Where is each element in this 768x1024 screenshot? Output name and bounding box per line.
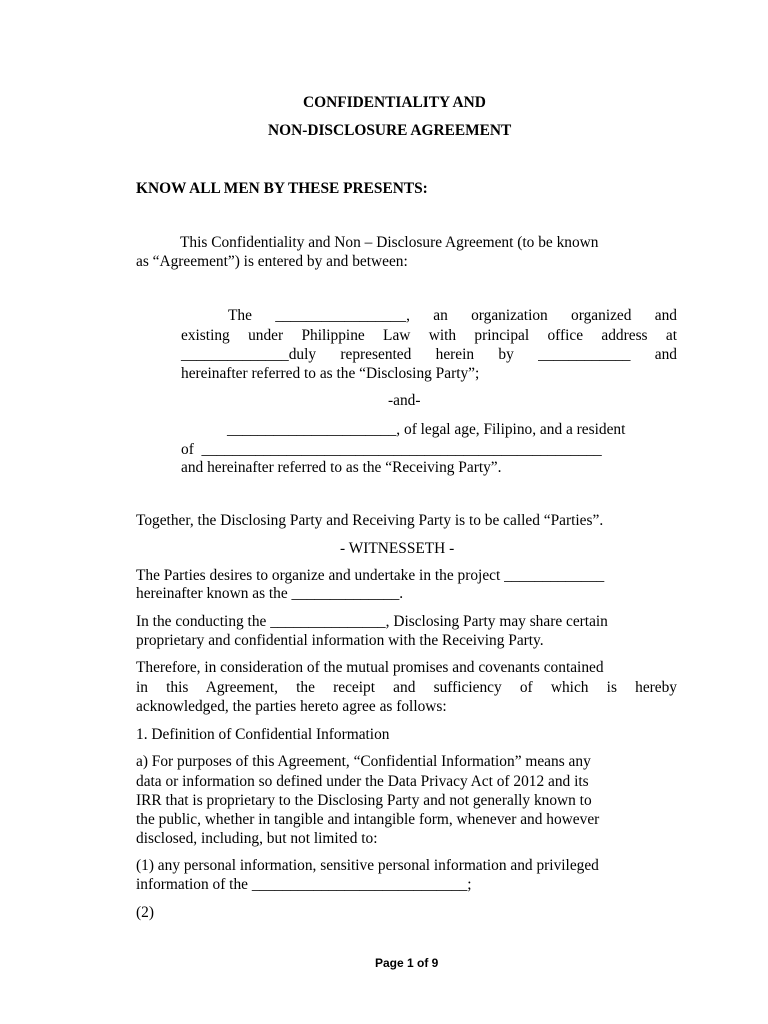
together-paragraph: Together, the Disclosing Party and Receiving Party is to be called “Parties”. — [136, 512, 604, 529]
intro-line-1: This Confidentiality and Non – Disclosure Agreement (to be known — [180, 234, 599, 251]
therefore-line-3: acknowledged, the parties hereto agree as follows: — [136, 698, 447, 715]
section-1a-line-4: the public, whether in tangible and intangible form, whenever and however — [136, 811, 600, 828]
project-line-2: hereinafter known as the ______________. — [136, 585, 404, 602]
project-line-1: The Parties desires to organize and undertake in the project _____________ — [136, 567, 605, 584]
witnesseth-heading: - WITNESSETH - — [340, 540, 455, 557]
section-1a-line-2: data or information so defined under the Data Privacy Act of 2012 and its — [136, 773, 589, 790]
receiving-line-1: ______________________, of legal age, Filipino, and a resident — [227, 421, 626, 438]
therefore-line-1: Therefore, in consideration of the mutual promises and covenants contained — [136, 659, 604, 676]
intro-line-2: as “Agreement”) is entered by and between: — [136, 253, 408, 270]
and-separator: -and- — [388, 392, 421, 409]
section-1-heading: 1. Definition of Confidential Information — [136, 726, 390, 743]
section-1a-line-1: a) For purposes of this Agreement, “Confidential Information” means any — [136, 753, 591, 770]
disclosing-line-2: existing under Philippine Law with principal office address at — [181, 327, 677, 344]
disclosing-line-4: hereinafter referred to as the “Disclosing Party”; — [181, 365, 480, 382]
therefore-line-2: in this Agreement, the receipt and sufficiency of which is hereby — [136, 679, 677, 696]
page-number-footer: Page 1 of 9 — [375, 956, 439, 970]
disclosing-line-3: ______________duly represented herein by ____________ and — [181, 346, 677, 363]
know-all-men-heading: KNOW ALL MEN BY THESE PRESENTS: — [136, 180, 428, 197]
title-line-2: NON-DISCLOSURE AGREEMENT — [268, 122, 512, 139]
item-2-label: (2) — [136, 904, 154, 921]
item-1-line-2: information of the ____________________________; — [136, 876, 472, 893]
section-1a-line-5: disclosed, including, but not limited to: — [136, 830, 378, 847]
title-line-1: CONFIDENTIALITY AND — [303, 94, 486, 111]
disclosing-line-1: The _________________, an organization organized and — [228, 307, 677, 324]
section-1a-line-3: IRR that is proprietary to the Disclosing Party and not generally known to — [136, 792, 592, 809]
receiving-line-3: and hereinafter referred to as the “Receiving Party”. — [181, 459, 502, 476]
conducting-line-1: In the conducting the _______________, Disclosing Party may share certain — [136, 613, 608, 630]
item-1-line-1: (1) any personal information, sensitive personal information and privileged — [136, 857, 599, 874]
receiving-line-2: of ____________________________________________________ — [181, 441, 602, 458]
conducting-line-2: proprietary and confidential information with the Receiving Party. — [136, 632, 544, 649]
